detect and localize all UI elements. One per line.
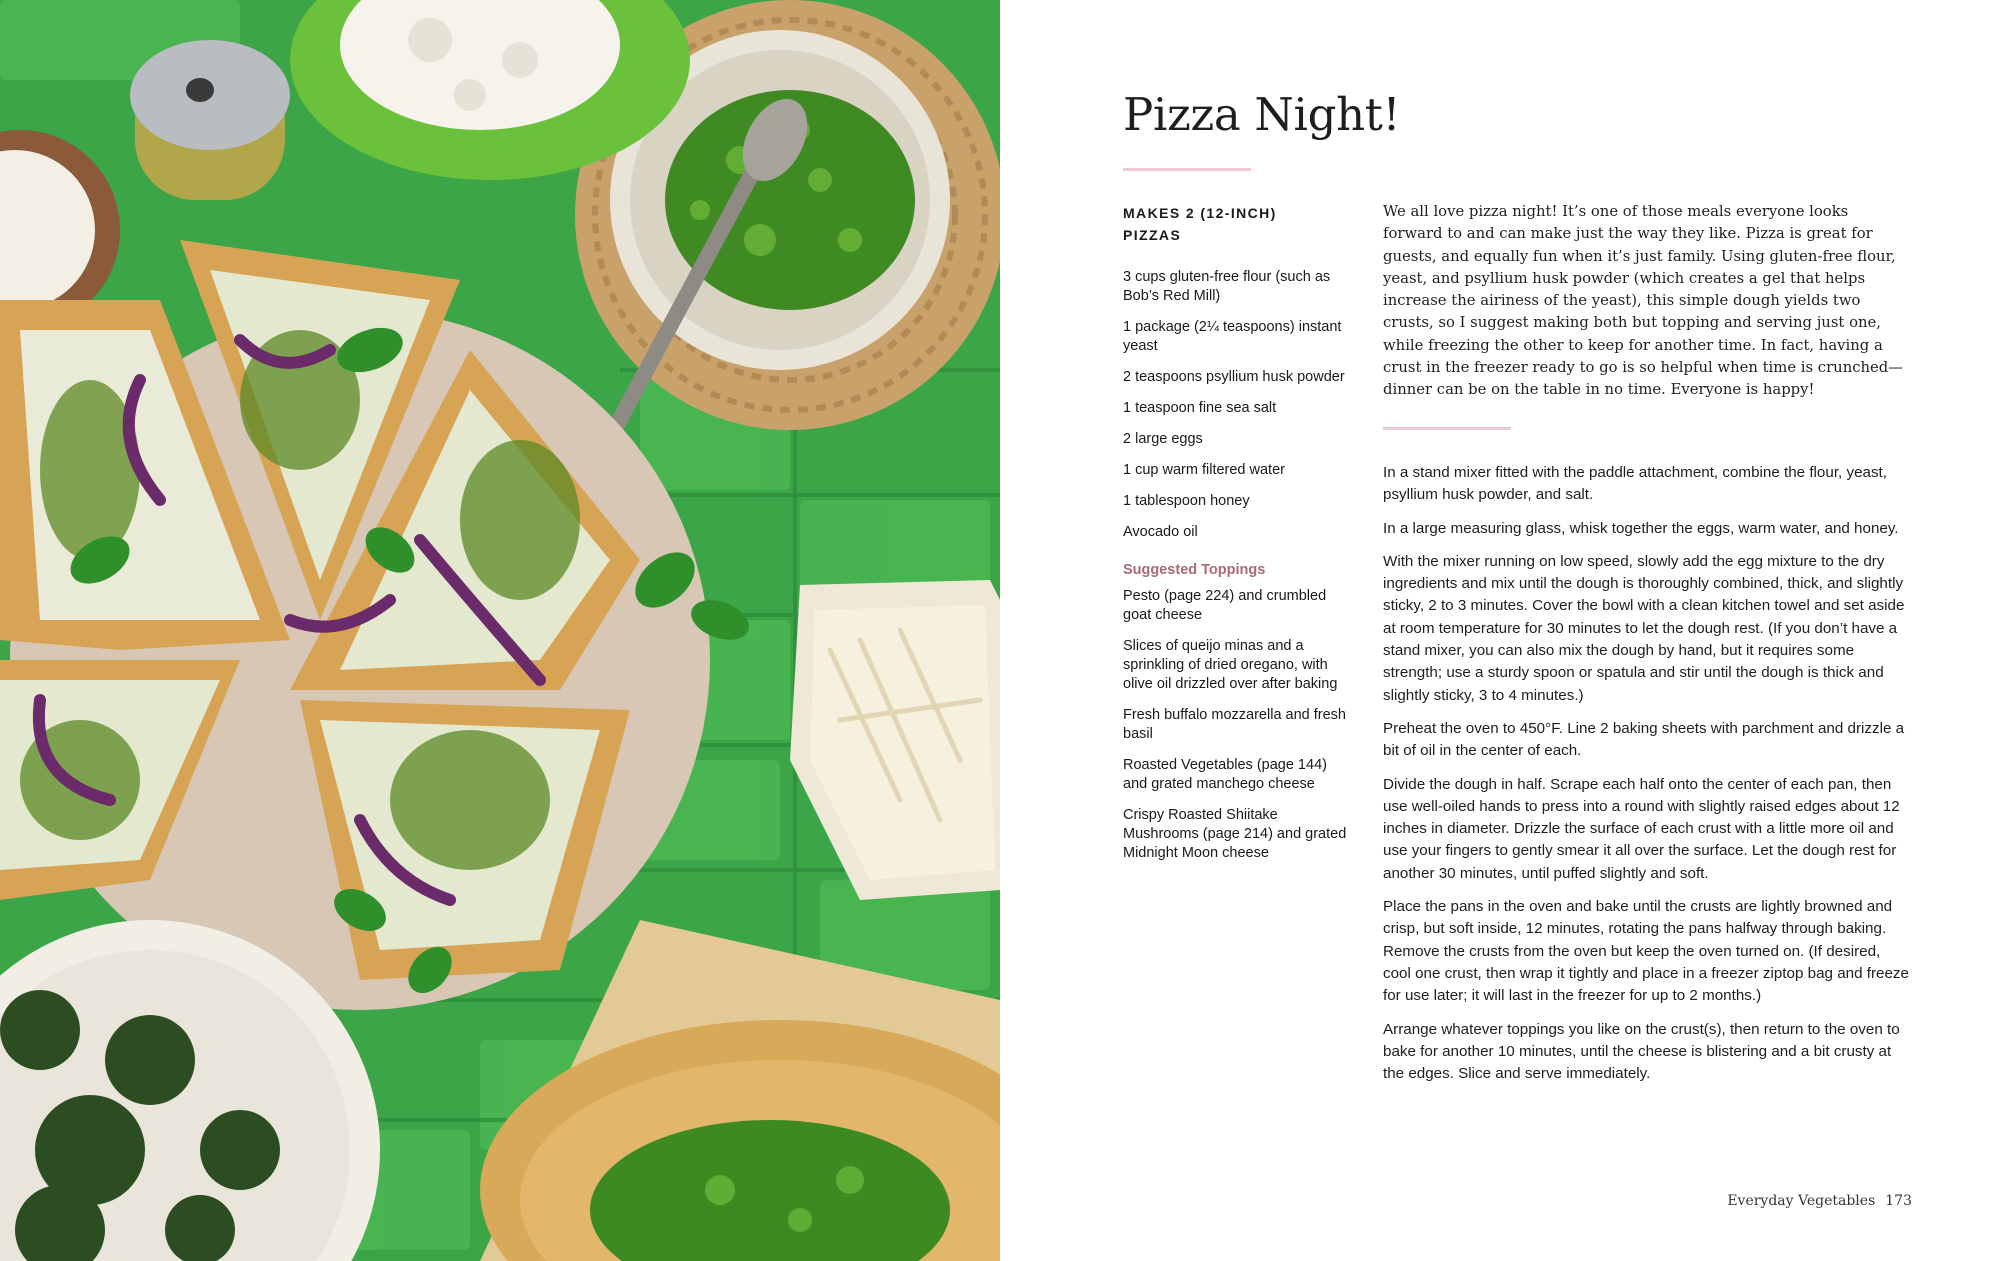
method-step: In a large measuring glass, whisk together the eggs, warm water, and honey.: [1383, 519, 1899, 537]
method-step: Arrange whatever toppings you like on the crust(s), then return to the oven to bake for another 10 minutes, until the cheese is blistering and a bit crusty at the edges. Slice and serve immediately.: [1383, 1020, 1900, 1083]
ingredient-item: 3 cups gluten-free flour (such as Bob’s Red Mill): [1123, 269, 1331, 304]
ingredient-item: Avocado oil: [1123, 524, 1198, 540]
ingredient-item: 2 large eggs: [1123, 431, 1203, 447]
title-divider: [1123, 168, 1251, 171]
ingredient-item: 1 tablespoon honey: [1123, 493, 1250, 509]
page-number: 173: [1885, 1193, 1912, 1209]
section-name: Everyday Vegetables: [1727, 1193, 1876, 1209]
ingredient-item: 2 teaspoons psyllium husk powder: [1123, 369, 1345, 385]
topping-item: Slices of queijo minas and a sprinkling of dried oregano, with olive oil drizzled over after baking: [1123, 638, 1338, 692]
ingredients-column: [1123, 202, 1348, 875]
method-step: Divide the dough in half. Scrape each half onto the center of each pan, then use well-oiled hands to press into a round with slightly raised edges about 12 inches in diameter. Drizzle the surface of each crust with a little more oil and use your fingers to gently smear it all over the surface. Let the dough rest for another 30 minutes, until puffed slightly and soft.: [1383, 775, 1900, 882]
method-step: With the mixer running on low speed, slowly add the egg mixture to the dry ingredients and mix until the dough is thoroughly combined, thick, and slightly sticky, 2 to 3 minutes. Cover the bowl with a clean kitchen towel and set aside at room temperature for 30 minutes to let the dough rest. (If you don’t have a stand mixer, you can also mix the dough by hand, but it requires some strength; use a sturdy spoon or spatula and stir until the dough is thick and slightly sticky, 3 to 4 minutes.): [1383, 552, 1905, 704]
method-steps: [1383, 462, 1911, 1096]
ingredient-list: [1123, 268, 1348, 542]
ingredient-item: 1 package (2¼ teaspoons) instant yeast: [1123, 319, 1342, 354]
recipe-yield: MAKES 2 (12-INCH) PIZZAS: [1123, 205, 1277, 243]
intro-paragraph: We all love pizza night! It’s one of those meals everyone looks forward to and can make just the way they like. Pizza is great for guests, and equally fun when it’s just family. Using gluten-free flour, yeast, and psyllium husk powder (which creates a gel that helps increase the airiness of the yeast), this simple dough yields two crusts, so I suggest making both but topping and serving just one, while freezing the other to keep for another time. In fact, having a crust in the freezer ready to go is so helpful when time is crunched—dinner can be on the table in no time. Everyone is happy!: [1383, 203, 1904, 399]
method-step: Preheat the oven to 450°F. Line 2 baking sheets with parchment and drizzle a bit of oil in the center of each.: [1383, 719, 1905, 760]
topping-item: Crispy Roasted Shiitake Mushrooms (page 214) and grated Midnight Moon cheese: [1123, 807, 1347, 861]
topping-item: Roasted Vegetables (page 144) and grated manchego cheese: [1123, 757, 1327, 792]
method-divider: [1383, 427, 1511, 430]
method-step: Place the pans in the oven and bake until the crusts are lightly browned and crisp, but soft inside, 12 minutes, rotating the pans halfway through baking. Remove the crusts from the oven but keep the oven turned on. (If desired, cool one crust, then wrap it tightly and place in a freezer ziptop bag and freeze for use later; it will last in the freezer for up to 2 months.): [1383, 898, 1909, 1005]
toppings-heading: Suggested Toppings: [1123, 562, 1266, 578]
toppings-list: [1123, 587, 1348, 863]
page-title: Pizza Night!: [1123, 88, 1401, 141]
ingredient-item: 1 cup warm filtered water: [1123, 462, 1285, 478]
ingredient-item: 1 teaspoon fine sea salt: [1123, 400, 1277, 416]
topping-item: Pesto (page 224) and crumbled goat cheese: [1123, 588, 1327, 623]
page-footer: [1727, 1193, 1912, 1209]
topping-item: Fresh buffalo mozzarella and fresh basil: [1123, 707, 1346, 742]
recipe-page: [1000, 0, 2000, 1261]
method-step: In a stand mixer fitted with the paddle attachment, combine the flour, yeast, psyllium husk powder, and salt.: [1383, 464, 1887, 504]
